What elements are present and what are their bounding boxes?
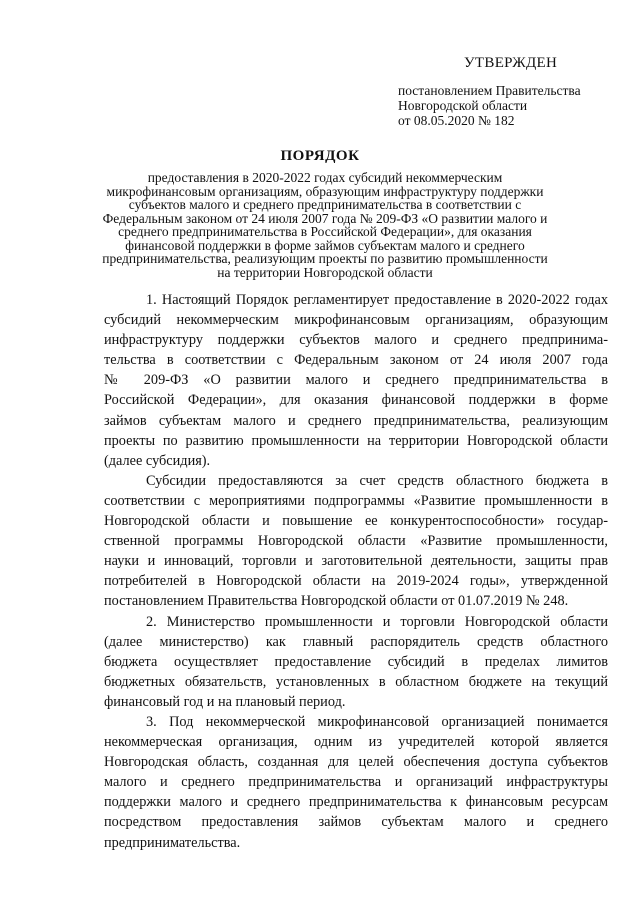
text-line: Субсидии предоставляются за счет средств областного бюджета в <box>146 472 608 489</box>
paragraph-4 <box>104 712 608 853</box>
text-line: № 209-ФЗ «О развитии малого и среднего предпринимательства в <box>104 372 608 389</box>
text-line: проекты по развитию промышленности на территории Новгородской области <box>104 432 608 449</box>
text-line: потребителей в Новгородской области на 2019-2024 годы», утвержденной <box>104 573 608 590</box>
approved-label: УТВЕРЖДЕН <box>464 55 558 71</box>
subtitle-line: субъектов малого и среднего предпринимательства в соответствии с <box>128 197 522 212</box>
text-line: тельства в соответствии с Федеральным законом от 24 июля 2007 года <box>104 352 608 369</box>
text-line: посредством предоставления займов субъектам малого и среднего <box>104 814 608 831</box>
text-line: займов субъектам малого и среднего предпринимательства, реализующим <box>104 412 608 429</box>
text-line: 1. Настоящий Порядок регламентирует предоставление в 2020-2022 годах <box>146 292 608 308</box>
subtitle-line: микрофинансовым организациям, образующим инфраструктуру поддержки <box>106 183 544 199</box>
text-line: Российской Федерации», для оказания финансовой поддержки в форме <box>104 392 608 409</box>
paragraph-1 <box>104 290 608 471</box>
text-line: субсидий некоммерческим микрофинансовым организациям, образующим <box>104 312 608 329</box>
text-line: 3. Под некоммерческой микрофинансовой организацией понимается <box>146 713 608 730</box>
text-line: бюджетных обязательств, установленных в областном бюджете на текущий <box>104 673 608 690</box>
text-line: Новгородская область, созданная для целей обеспечения доступа субъектов <box>104 754 608 771</box>
text-line: 2. Министерство промышленности и торговли Новгородской области <box>146 613 608 630</box>
text-line: предпринимательства. <box>104 834 241 851</box>
subtitle-line: Федеральным законом от 24 июля 2007 года № 209-ФЗ «О развитии малого и <box>102 210 548 226</box>
text-line: ственной программы Новгородской области «Развитие промышленности, <box>104 533 608 550</box>
subtitle-line: предоставления в 2020-2022 годах субсидий некоммерческим <box>147 170 503 185</box>
text-line: постановлением Правительства Новгородской области от 01.07.2019 № 248. <box>104 593 569 610</box>
paragraph-3 <box>104 612 608 712</box>
subtitle-line: среднего предпринимательства в Российской Федерации», для оказания <box>118 224 532 239</box>
text-line: Новгородской области и повышение ее конкурентоспособности» государ- <box>104 513 608 530</box>
text-line: науки и инноваций, торговли и заготовительной деятельности, защиты прав <box>104 553 608 570</box>
text-line: малого и среднего предпринимательства и организаций инфраструктуры <box>104 774 608 791</box>
text-line: финансовый год и на плановый период. <box>104 693 346 710</box>
approval-stamp <box>398 56 628 128</box>
text-line: бюджета осуществляет предоставление субсидий в пределах лимитов <box>104 653 608 670</box>
subtitle-line: финансовой поддержки в форме займов субъектам малого и среднего <box>125 237 525 253</box>
document-body <box>104 290 608 853</box>
paragraph-2 <box>104 471 608 612</box>
approval-line-3: от 08.05.2020 № 182 <box>398 113 515 128</box>
document-subtitle <box>100 171 550 279</box>
text-line: (далее субсидия). <box>104 452 211 469</box>
approval-line-1: постановлением Правительства <box>398 83 581 98</box>
approval-line-2: Новгородской области <box>398 98 528 113</box>
text-line: инфраструктуру поддержки субъектов малого и среднего предпринима- <box>104 332 608 349</box>
text-line: поддержки малого и среднего предпринимательства к финансовым ресурсам <box>104 794 608 811</box>
subtitle-line: предпринимательства, реализующим проекты по развитию промышленности <box>102 251 548 266</box>
text-line: (далее министерство) как главный распорядитель средств областного <box>104 633 608 650</box>
text-line: соответствии с мероприятиями подпрограммы «Развитие промышленности в <box>104 492 608 509</box>
subtitle-line: на территории Новгородской области <box>217 264 433 280</box>
document-title: ПОРЯДОК <box>280 148 360 164</box>
text-line: некоммерческая организация, одним из учредителей которой является <box>104 734 608 751</box>
